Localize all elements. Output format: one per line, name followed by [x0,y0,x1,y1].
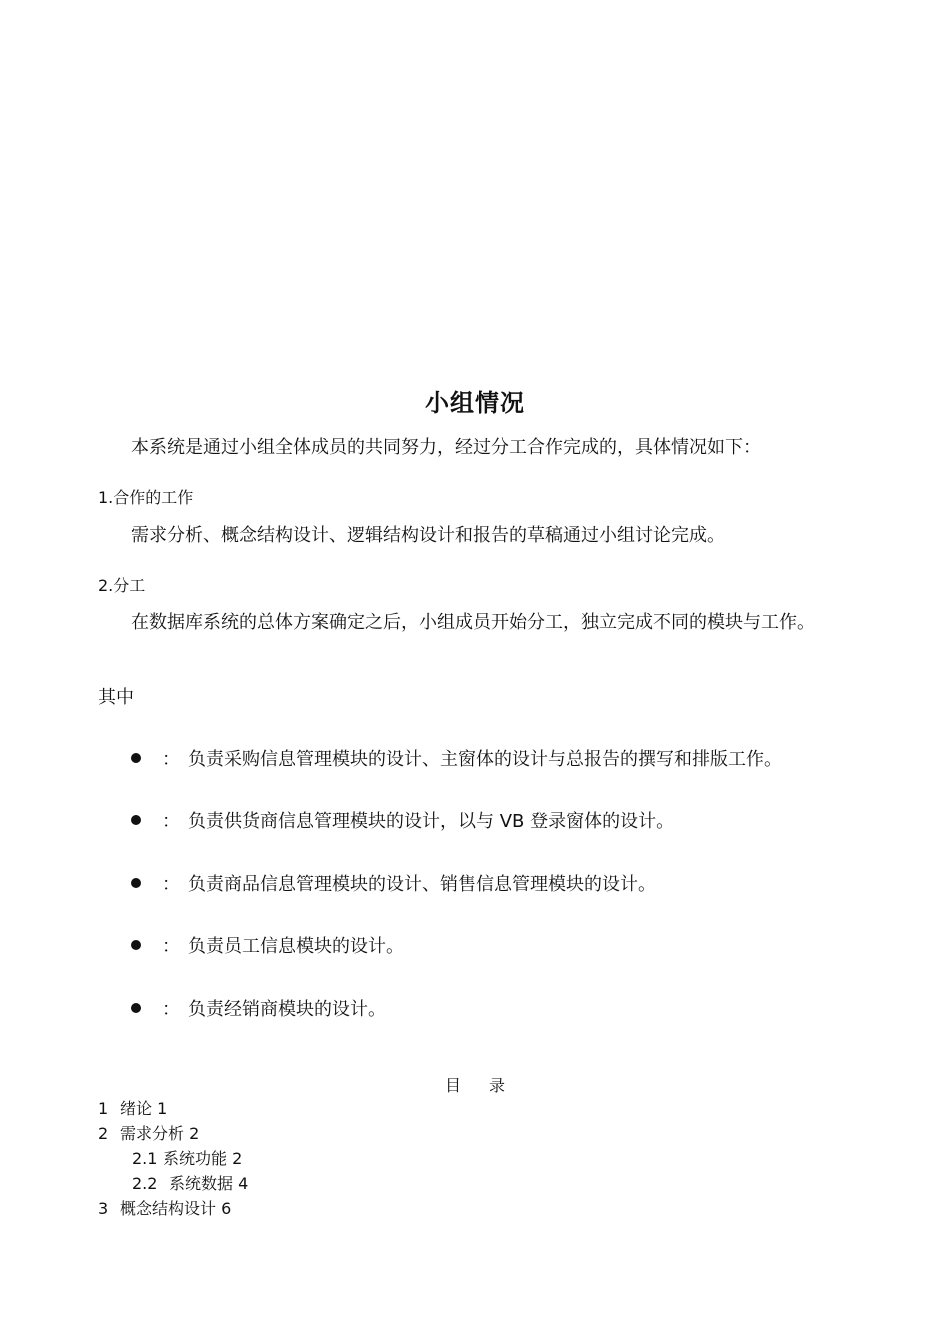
toc-entry[interactable] [98,1198,231,1220]
toc-title [0,1073,950,1096]
bullet-colon: ： [162,999,180,1020]
bullet-colon: ： [162,811,180,832]
toc-entry-label: 概念结构设计 6 [120,1199,232,1218]
section1-paragraph: 需求分析、概念结构设计、逻辑结构设计和报告的草稿通过小组讨论完成。 [131,525,725,546]
bullet-text: 负责供货商信息管理模块的设计，以与 VB 登录窗体的设计。 [188,811,675,832]
toc-title-right: 录 [489,1076,506,1095]
bullet-item [131,873,656,897]
page-title: 小组情况 [425,389,525,417]
toc-entry-number: 2.1 [132,1149,158,1168]
toc-entry-number: 3 [98,1199,109,1218]
bullet-item [131,748,782,772]
bullet-item [131,998,386,1022]
toc-entry[interactable] [98,1123,199,1145]
bullet-dot-icon [131,878,141,888]
toc-entry-number: 2 [98,1124,109,1143]
section2-paragraph: 在数据库系统的总体方案确定之后，小组成员开始分工，独立完成不同的模块与工作。 [131,612,815,633]
toc-entry-label: 绪论 1 [120,1099,168,1118]
bullet-item [131,935,404,959]
among-label: 其中 [98,687,134,708]
bullet-text: 负责员工信息模块的设计。 [188,936,404,957]
bullet-dot-icon [131,1003,141,1013]
bullet-text: 负责采购信息管理模块的设计、主窗体的设计与总报告的撰写和排版工作。 [188,749,782,770]
section2-heading: 2.分工 [98,576,146,595]
toc-entry-number: 2.2 [132,1174,158,1193]
bullet-text: 负责商品信息管理模块的设计、销售信息管理模块的设计。 [188,874,656,895]
bullet-dot-icon [131,753,141,763]
toc-entry[interactable] [132,1173,248,1195]
toc-title-left: 目 [444,1076,461,1095]
bullet-dot-icon [131,815,141,825]
bullet-colon: ： [162,874,180,895]
bullet-item [131,810,674,834]
toc-entry[interactable] [98,1098,167,1120]
section1-heading: 1.合作的工作 [98,488,194,507]
bullet-dot-icon [131,940,141,950]
intro-paragraph: 本系统是通过小组全体成员的共同努力，经过分工合作完成的，具体情况如下： [131,437,761,458]
toc-entry-number: 1 [98,1099,109,1118]
toc-entry-label: 系统数据 4 [169,1174,249,1193]
toc-entry-label: 需求分析 2 [120,1124,200,1143]
bullet-colon: ： [162,936,180,957]
toc-entry-label: 系统功能 2 [163,1149,243,1168]
toc-entry[interactable] [132,1148,242,1170]
bullet-colon: ： [162,749,180,770]
bullet-text: 负责经销商模块的设计。 [188,999,386,1020]
